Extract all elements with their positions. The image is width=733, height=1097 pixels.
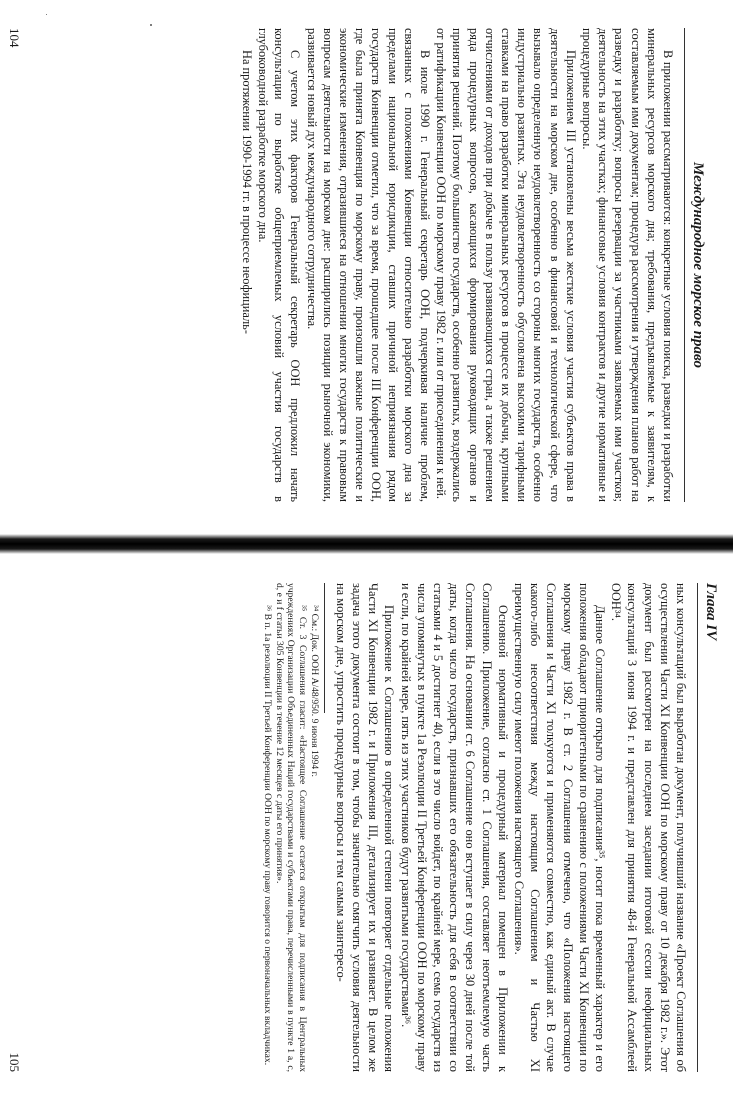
- text-column: [262, 583, 689, 1072]
- left-page: [0, 10, 720, 520]
- paragraph: В июле 1990 г. Генеральный секретарь ООН, подчеркивая наличие проблем, связанных с положениями Конвенции относительно разработки морского дна за пределами национальной юрисдикции, ставших причиной неприязнания рядом государств Конвенции отметил, что за время, прошедшее после III Конференции ООН, где была принята Конвенция по морскому праву, произошли важные политические и экономические изменения, отразившиеся на отношении многих государств к правовым вопросам деятельности на морском дне: расширились позиции рыночной экономики, развивается новый дух международного сотрудничества.: [304, 28, 432, 502]
- page-header: [697, 583, 719, 1072]
- page-header: [684, 28, 706, 502]
- paragraph: В приложении рассматриваются: конкретные условия поиска, разведки и разработки минеральных ресурсов морского дна; требования, предъявляемые к заявителям, к составляемым ими документам; процедура рассмотрения и утверждения планов работ на разведку и разработку; вопросы резервации за участниками заявляемых ими участков; деятельность на этих участках; финансовые условия контрактов и другие нормативные и процедурные вопросы.: [579, 28, 675, 502]
- footnote: ³⁵ Ст. 3 Соглашения гласит: «Настоящее Соглашение остается открытым для подписания в Центральных учреждениях Организации Объединенных Наций государствами и субъектами права, перечисленными в пункте 1 а, с, d, е и f статьи 305 Конвенции в течение 12 месяцев с даты его принятия».: [273, 583, 308, 1072]
- header-rule: [697, 583, 698, 1072]
- footnote: ³⁶ В п. 1а резолюции II Третьей Конференции ООН по морскому праву говорится о первоначальных вкладчиках.: [262, 605, 274, 1066]
- text-column: [239, 28, 676, 502]
- page-number: 105: [7, 1052, 22, 1072]
- running-head: Международное морское право: [690, 161, 706, 369]
- right-page: [0, 565, 733, 1090]
- paragraph: На протяжении 1990-1994 гг. в процессе неофициаль-: [239, 50, 254, 334]
- paragraph: Приложение к Соглашению в определенной степени повторяет отдельные положения Части XI Конвенции 1982 г. и Приложения III, детализирует их и развивает. В целом же задача этого документа состоит в том, чтобы значительно смягчить условия деятельности на морском дне, упростить процедурные вопросы и тем самым заинтересо-: [333, 583, 397, 1072]
- paragraph: Приложением III установлены весьма жесткие условия участия субъектов права в деятельности на морском дне, особенно в финансовой и технологической сфере, что вызывало определенную неудовлетворенность со стороны многих государств, особенно индустриально развитых. Эта неудовлетворенность обусловлена высокими тарифными ставками на право разработки минеральных ресурсов в процессе их добычи, крупными отчислениями от доходов при добыче в пользу развивающихся стран, а также решением ряда процедурных вопросов, касающихся формирования руководящих органов и принятия решений. Поэтому большинство государств, особенно развитых, воздержались от ратификации Конвенции ООН по морскому праву 1982 г. или от присоединения к ней.: [434, 28, 578, 502]
- footnote: ³⁴ См.: Док. ООН A/48/950. 9 июня 1994 г.: [308, 605, 320, 777]
- footnote-rule: [324, 583, 325, 713]
- paragraph: С учетом этих факторов Генеральный секретарь ООН предложил начать консультации по выработке общеприемлемых условий участия государств в глубоководной разработке морского дна.: [255, 28, 303, 502]
- running-head: Глава IV: [703, 583, 719, 641]
- book-gutter: [0, 534, 733, 554]
- paragraph: Основной нормативный и процедурный материал помещен в Приложении к Соглашению. Приложение, согласно ст. 1 Соглашения, составляет неотъемлемую часть Соглашения. На основании ст. 6 Соглашение оно вступает в силу через 30 дней после той даты, когда число государств, признавших его обязательность для себя в соответствии со статьями 4 и 5 достигнет 40, если в это число войдет, по крайней мере, семь государств из числа упомянутых в пункте 1а Резолюции II Третьей Конференции ООН по морскому праву и если, по крайней мере, пять из этих участников будут развитыми государствами³⁶.: [398, 583, 510, 1072]
- paragraph: Данное Соглашение открыто для подписания³⁵, носит пока временный характер и его положения обладают приоритетными по сравнению с положениями Части XI Конвенции по морскому праву 1982 г. В ст. 2 Соглашения отмечено, что «Положения настоящего Соглашения и Части XI толкуются и применяются совместно, как единый акт. В случае какого-либо несоответствия между настоящим Соглашением и Частью XI преимущественную силу имеют положения настоящего Соглашения».: [511, 583, 607, 1072]
- page-number: 104: [7, 28, 22, 48]
- paragraph: ных консультаций был выработан документ, получивший название «Проект Соглашения об осуществлении Части XI Конвенции ООН по морскому праву от 10 декабря 1982 г.». Этот документ был рассмотрен на последнем заседании итоговой сессии неофициальных консультаций 3 июня 1994 г. и представлен для принятия 48-й Генеральной Ассамблеей ООН³⁴.: [609, 583, 688, 1072]
- header-rule: [684, 28, 685, 502]
